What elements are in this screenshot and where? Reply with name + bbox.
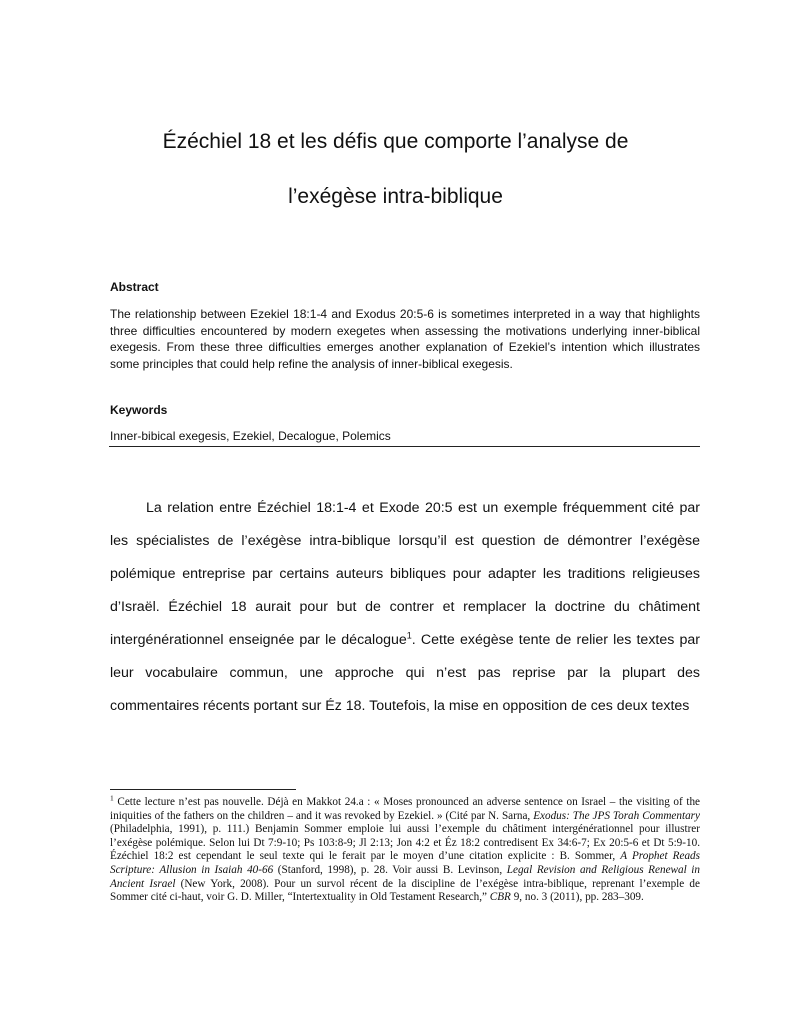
footnote-divider	[110, 789, 296, 790]
keywords-divider	[109, 446, 700, 447]
footnote-text-4: (New York, 2008). Pour un survol récent de la discipline de l’exégèse intra-biblique, reprenant l’exemple de Sommer cité ci-haut, voir G. D. Miller, “Intertextuality in Old Testament Research,”	[110, 877, 700, 904]
footnote-text-1: Cette lecture n’est pas nouvelle. Déjà en Makkot 24.a : « Moses pronounced an adverse sentence on Israel – the visiting of the iniquities of the fathers on the children – and it was revoked by Ezekiel. » (Cité par N. Sarna,	[110, 796, 700, 822]
keywords-heading: Keywords	[110, 403, 168, 417]
page-title-line-1: Ézéchiel 18 et les défis que comporte l’analyse de	[162, 130, 629, 153]
page-title-line-2: l’exégèse intra-biblique	[288, 185, 503, 208]
abstract-text: The relationship between Ezekiel 18:1-4 and Exodus 20:5-6 is sometimes interpreted in a way that highlights three difficulties encountered by modern exegetes when assessing the motivations underlying inner-biblical exegesis. From these three difficulties emerges another explanation of Ezekiel’s intention which illustrates some principles that could help refine the analysis of inner-biblical exegesis.	[110, 307, 700, 371]
footnote	[110, 793, 700, 905]
keywords-text: Inner-bibical exegesis, Ezekiel, Decalogue, Polemics	[110, 429, 391, 443]
footnote-citation-title-3: Legal Revision and Religious Renewal in Ancient Israel	[110, 863, 700, 890]
footnote-text-3: (Stanford, 1998), p. 28. Voir aussi B. Levinson,	[273, 863, 507, 876]
footnote-reference[interactable]: 1	[406, 630, 412, 641]
footnote-citation-title-1: Exodus: The JPS Torah Commentary	[533, 809, 700, 822]
abstract-heading: Abstract	[110, 280, 159, 294]
body-text-before-note: La relation entre Ézéchiel 18:1-4 et Exode 20:5 est un exemple fréquemment cité par les spécialistes de l’exégèse intra-biblique lorsqu’il est question de démontrer l’exégèse polémique entreprise par certains auteurs bibliques pour adapter les traditions religieuses d’Israël. Ézéchiel 18 aurait pour but de contrer et remplacer la doctrine du châtiment intergénérationnel enseignée par le décalogue	[110, 500, 700, 648]
footnote-journal-title: CBR	[489, 891, 511, 904]
footnote-citation-title-2: A Prophet Reads Scripture: Allusion in Isaiah 40-66	[110, 850, 700, 876]
body-text-after-note: . Cette exégèse tente de relier les textes par leur vocabulaire commun, une approche qui n’est pas reprise par la plupart des commentaires récents portant sur Éz 18. Toutefois, la mise en opposition de ces deux textes	[110, 632, 701, 714]
body-paragraph	[110, 492, 700, 723]
footnote-text-5: 9, no. 3 (2011), pp. 283–309.	[510, 891, 644, 904]
footnote-text-2: (Philadelphia, 1991), p. 111.) Benjamin Sommer emploie lui aussi l’exemple du châtiment intergénérationnel pour illustrer l’exégèse polémique. Selon lui Dt 7:9-10; Ps 103:8-9; Jl 2:13; Jon 4:2 et Éz 18:2 contredisent Ex 34:6-7; Ex 20:5-6 et Dt 5:9-10. Ézéchiel 18:2 est cependant le seul texte qui le ferait par le moyen d’une citation explicite : B. Sommer,	[110, 823, 700, 863]
footnote-number: 1	[110, 793, 114, 803]
